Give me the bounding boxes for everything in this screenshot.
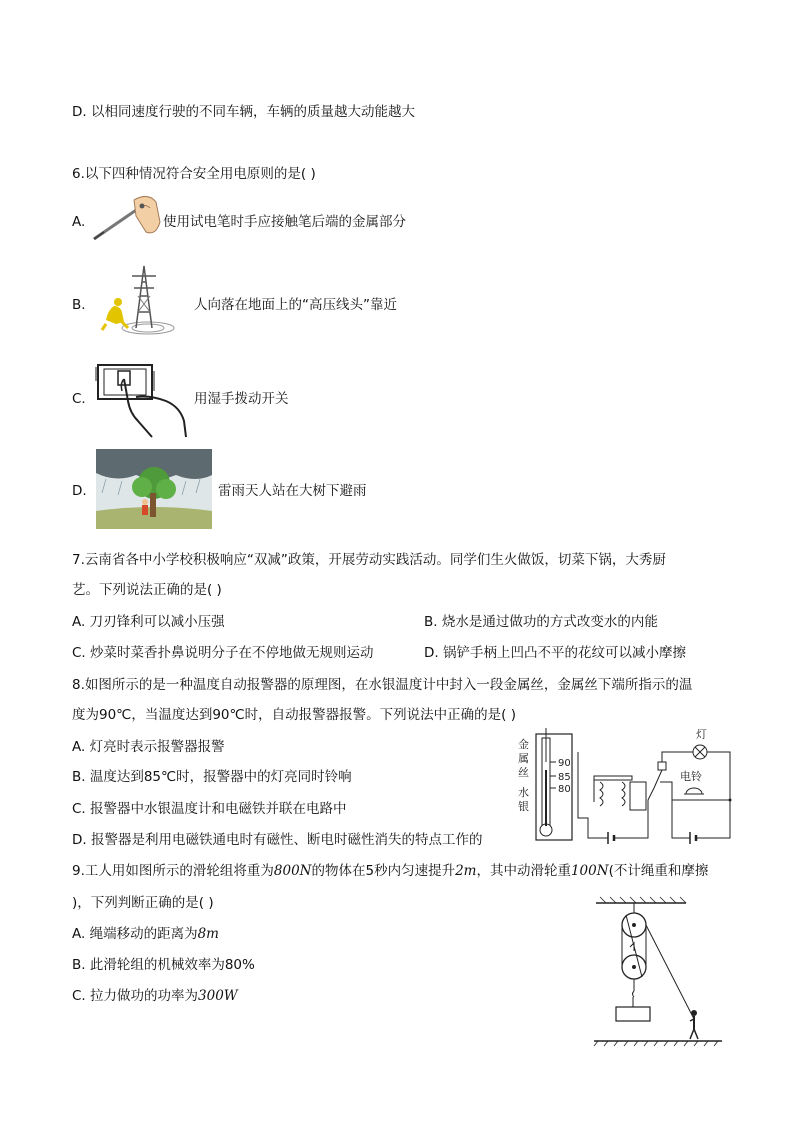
test-pen-hand-image: [90, 192, 162, 244]
q9-height: 2m: [455, 863, 477, 879]
wire-label-1: 金: [518, 738, 529, 751]
q9-option-c-text: C. 拉力做功的功率为: [72, 988, 199, 1004]
q7-stem-line1: 7.云南省各中小学校积极响应“双减”政策，开展劳动实践活动。同学们生火做饭，切菜下锅，大秀厨: [72, 552, 666, 568]
q6-stem: 6.以下四种情况符合安全用电原则的是( ): [72, 166, 316, 182]
q9-option-b-value: 80%: [224, 957, 255, 973]
q9-stem-line2: )，下列判断正确的是( ): [72, 895, 214, 911]
q9-weight: 800N: [273, 863, 312, 879]
scale-80: 80: [558, 784, 571, 795]
q6-option-b-letter: B.: [72, 297, 86, 313]
q9-stem-part-b: 的物体在5秒内匀速提升: [311, 863, 456, 879]
q8-option-d: D. 报警器是利用电磁铁通电时有磁性、断电时磁性消失的特点工作的: [72, 832, 483, 848]
q7-option-c: C. 炒菜时菜香扑鼻说明分子在不停地做无规则运动: [72, 645, 374, 661]
q7-stem-line2: 艺。下列说法正确的是( ): [72, 582, 222, 598]
q9-option-b-text: B. 此滑轮组的机械效率为: [72, 957, 225, 973]
wet-hand-switch-image: [94, 361, 192, 439]
q9-stem-line1: [72, 862, 708, 880]
q9-option-c-value: 300W: [198, 988, 238, 1004]
mercury-label-1: 水: [518, 786, 529, 799]
q8-stem-line2: 度为90℃，当温度达到90℃时，自动报警器报警。下列说法中正确的是( ): [72, 707, 517, 723]
q6-option-b-text: 人向落在地面上的“高压线头”靠近: [194, 297, 397, 313]
q7-option-b: B. 烧水是通过做功的方式改变水的内能: [424, 614, 658, 630]
q6-option-a-text: 使用试电笔时手应接触笔后端的金属部分: [163, 214, 406, 230]
q7-option-a: A. 刀刃锋利可以减小压强: [72, 614, 225, 630]
q8-stem-line1: 8.如图所示的是一种温度自动报警器的原理图，在水银温度计中封入一段金属丝，金属丝下端所指示的温: [72, 677, 693, 693]
q9-option-b: [72, 956, 255, 974]
pulley-system-diagram: [590, 895, 730, 1047]
q9-option-c: [72, 987, 238, 1005]
q6-option-d-letter: D.: [72, 483, 87, 499]
alarm-circuit-diagram: [512, 722, 742, 852]
high-voltage-tower-image: [96, 262, 176, 336]
thunderstorm-tree-image: [96, 449, 212, 529]
bell-label: 电铃: [680, 770, 702, 783]
q6-option-c-letter: C.: [72, 391, 86, 407]
q8-option-b: B. 温度达到85℃时，报警器中的灯亮同时铃响: [72, 769, 352, 785]
q5-option-d: D. 以相同速度行驶的不同车辆，车辆的质量越大动能越大: [72, 104, 415, 120]
q6-option-d-text: 雷雨天人站在大树下避雨: [218, 483, 367, 499]
q8-option-a: A. 灯亮时表示报警器报警: [72, 739, 225, 755]
q9-stem-part-c: ，其中动滑轮重: [476, 863, 571, 879]
q6-option-a-letter: A.: [72, 214, 86, 230]
scale-85: 85: [558, 772, 571, 783]
q6-option-c-text: 用湿手拨动开关: [194, 391, 289, 407]
q8-option-c: C. 报警器中水银温度计和电磁铁并联在电路中: [72, 801, 347, 817]
q9-option-a-text: A. 绳端移动的距离为: [72, 926, 198, 942]
mercury-label-2: 银: [518, 800, 529, 813]
lamp-label: 灯: [696, 728, 707, 741]
wire-label-3: 丝: [518, 766, 529, 779]
q9-pulley-weight: 100N: [570, 863, 609, 879]
q9-stem-part-d: (不计绳重和摩擦: [608, 863, 709, 879]
wire-label-2: 属: [518, 752, 529, 765]
q9-option-a: [72, 925, 219, 943]
q9-stem-part-a: 9.工人用如图所示的滑轮组将重为: [72, 863, 274, 879]
q7-option-d: D. 锅铲手柄上凹凸不平的花纹可以减小摩擦: [424, 645, 686, 661]
scale-90: 90: [558, 758, 571, 769]
q9-option-a-value: 8m: [197, 926, 219, 942]
